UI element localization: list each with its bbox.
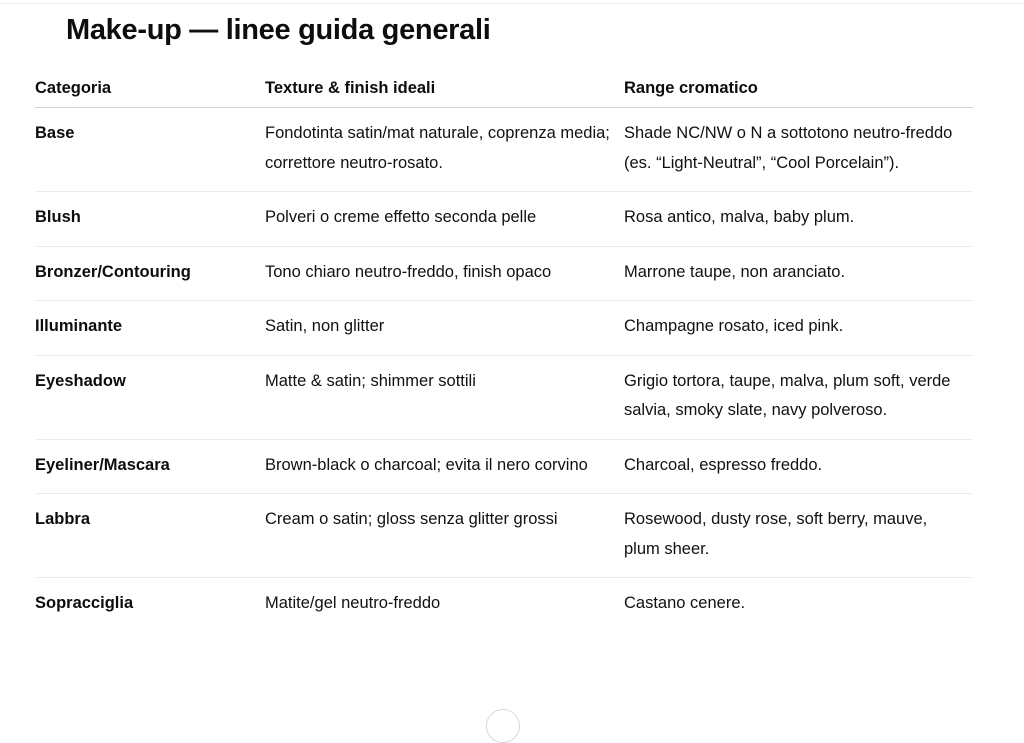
row-category: Illuminante: [35, 301, 265, 356]
scroll-down-button[interactable]: [486, 709, 520, 743]
column-header-color-range: Range cromatico: [624, 68, 973, 108]
makeup-guidelines-table: [35, 68, 973, 632]
top-divider: [0, 3, 1024, 4]
table-row: [35, 192, 973, 247]
row-category: Labbra: [35, 494, 265, 578]
column-header-category: Categoria: [35, 68, 265, 108]
row-color-range: Champagne rosato, iced pink.: [624, 301, 973, 356]
row-color-range: Charcoal, espresso freddo.: [624, 439, 973, 494]
row-texture: Matite/gel neutro-freddo: [265, 594, 441, 612]
row-texture: Brown-black o charcoal; evita il nero corvino: [265, 439, 624, 494]
row-texture: Cream o satin; gloss senza glitter grossi: [265, 494, 624, 578]
guidelines-table: [35, 68, 973, 632]
row-category: Eyeshadow: [35, 355, 265, 439]
table-row: [35, 494, 973, 578]
table-row: [35, 355, 973, 439]
row-texture: Matte & satin; shimmer sottili: [265, 355, 624, 439]
row-category: Sopracciglia: [35, 594, 134, 612]
table-row: [35, 246, 973, 301]
row-color-range: Rosewood, dusty rose, soft berry, mauve, plum sheer.: [624, 494, 973, 578]
table-header-row: [35, 68, 973, 108]
row-texture: Polveri o creme effetto seconda pelle: [265, 192, 624, 247]
page-title: Make-up — linee guida generali: [66, 14, 491, 46]
row-category: Eyeliner/Mascara: [35, 439, 265, 494]
row-category: Blush: [35, 192, 265, 247]
row-texture: Tono chiaro neutro-freddo, finish opaco: [265, 246, 624, 301]
row-color-range: Shade NC/NW o N a sottotono neutro-freddo (es. “Light-Neutral”, “Cool Porcelain”).: [624, 108, 973, 192]
row-texture: Fondotinta satin/mat naturale, coprenza media; correttore neutro-rosato.: [265, 108, 624, 192]
table-row: [35, 578, 973, 632]
table-row: [35, 439, 973, 494]
row-color-range: Rosa antico, malva, baby plum.: [624, 192, 973, 247]
row-color-range: Castano cenere.: [624, 594, 746, 612]
table-row: [35, 301, 973, 356]
row-color-range: Grigio tortora, taupe, malva, plum soft, verde salvia, smoky slate, navy polveroso.: [624, 355, 973, 439]
row-category: Base: [35, 108, 265, 192]
row-texture: Satin, non glitter: [265, 301, 624, 356]
table-row: [35, 108, 973, 192]
row-category: Bronzer/Contouring: [35, 246, 265, 301]
row-color-range: Marrone taupe, non aranciato.: [624, 246, 973, 301]
column-header-texture: Texture & finish ideali: [265, 68, 624, 108]
